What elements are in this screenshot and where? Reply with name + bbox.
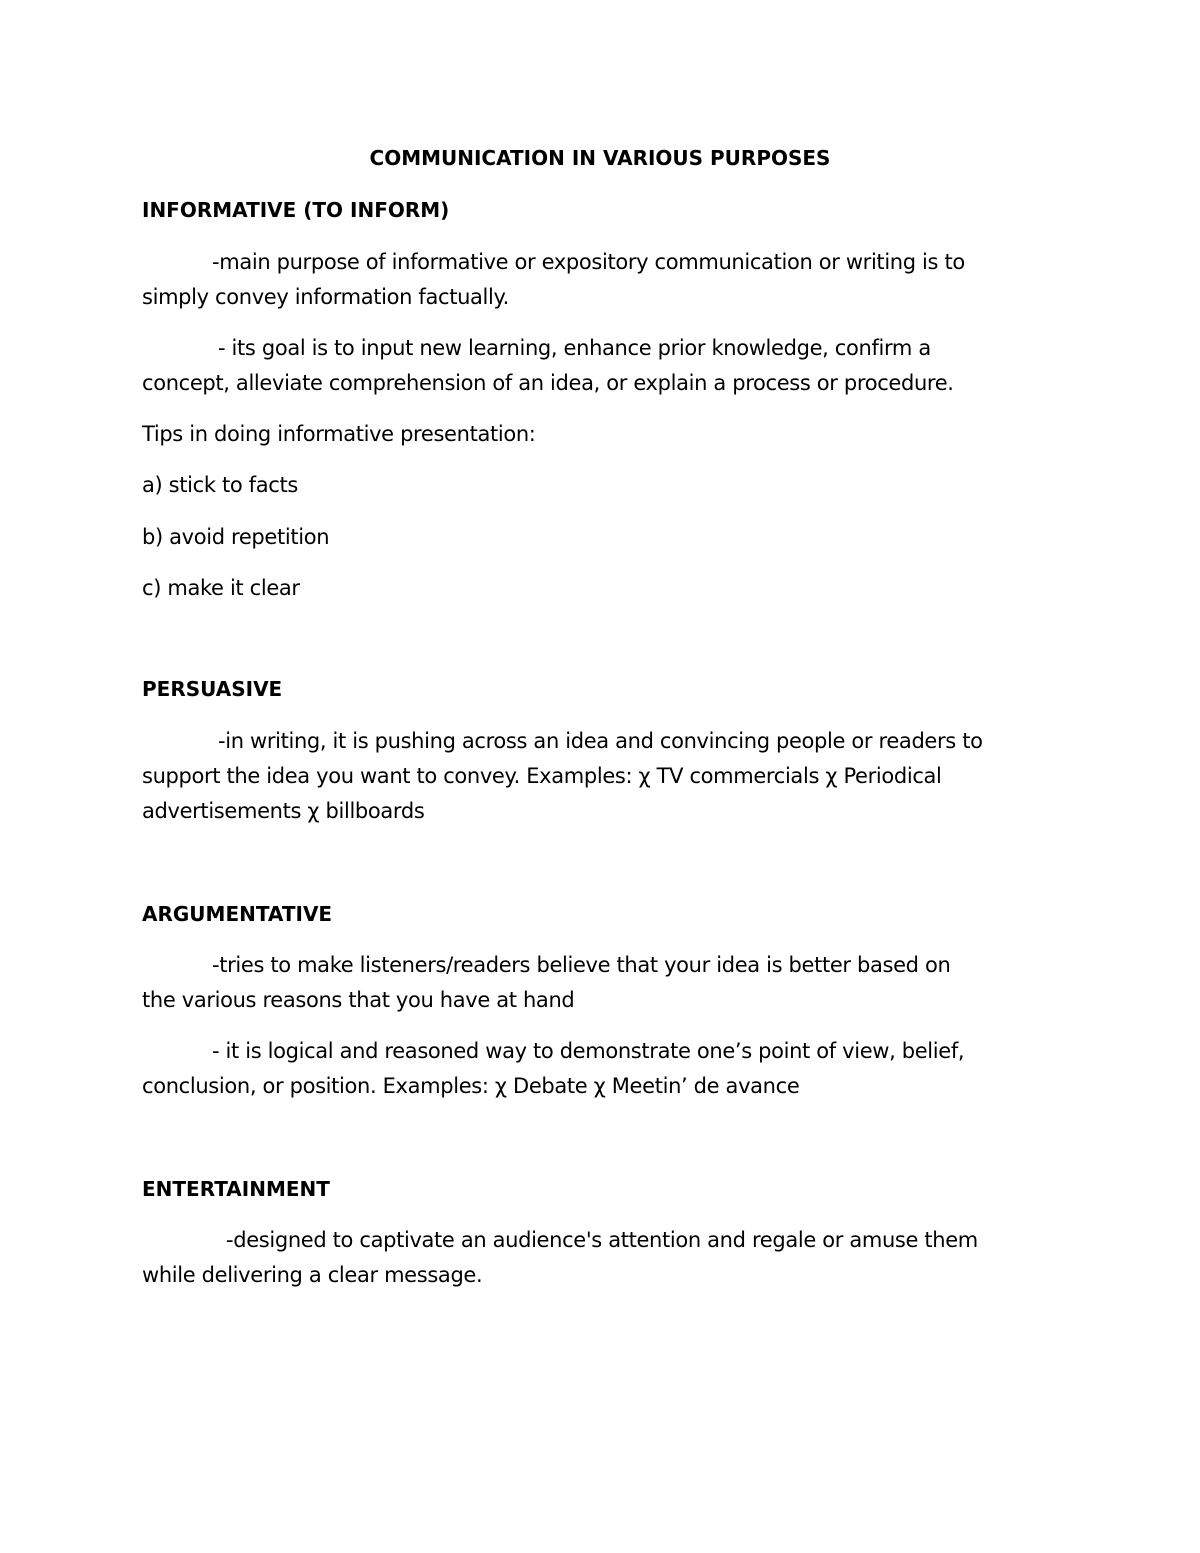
entertainment-line-1: -designed to captivate an audience's attention and regale or amuse them <box>226 1228 978 1252</box>
informative-paragraph-1-line-1: -main purpose of informative or expository communication or writing is to <box>212 250 965 274</box>
persuasive-line-1: -in writing, it is pushing across an idea and convincing people or readers to <box>218 729 983 753</box>
informative-paragraph-2-line-2: concept, alleviate comprehension of an idea, or explain a process or procedure. <box>142 371 954 395</box>
informative-heading: INFORMATIVE (TO INFORM) <box>142 198 450 222</box>
persuasive-heading: PERSUASIVE <box>142 677 283 701</box>
informative-paragraph-1-line-2: simply convey information factually. <box>142 285 509 309</box>
argumentative-heading: ARGUMENTATIVE <box>142 902 333 926</box>
argumentative-paragraph-2-line-2: conclusion, or position. Examples: χ Debate χ Meetin’ de avance <box>142 1074 800 1098</box>
document-title: COMMUNICATION IN VARIOUS PURPOSES <box>369 146 831 170</box>
persuasive-line-2: support the idea you want to convey. Examples: χ TV commercials χ Periodical <box>142 764 942 788</box>
persuasive-line-3: advertisements χ billboards <box>142 799 425 823</box>
argumentative-paragraph-1-line-2: the various reasons that you have at hand <box>142 988 575 1012</box>
entertainment-line-2: while delivering a clear message. <box>142 1263 483 1287</box>
argumentative-paragraph-1-line-1: -tries to make listeners/readers believe that your idea is better based on <box>212 953 951 977</box>
tip-item: b) avoid repetition <box>142 525 330 549</box>
argumentative-paragraph-2-line-1: - it is logical and reasoned way to demonstrate one’s point of view, belief, <box>212 1039 965 1063</box>
entertainment-heading: ENTERTAINMENT <box>142 1177 330 1201</box>
informative-paragraph-2-line-1: - its goal is to input new learning, enhance prior knowledge, confirm a <box>218 336 931 360</box>
tip-item: a) stick to facts <box>142 473 298 497</box>
tips-intro: Tips in doing informative presentation: <box>142 422 536 446</box>
tip-item: c) make it clear <box>142 576 300 600</box>
